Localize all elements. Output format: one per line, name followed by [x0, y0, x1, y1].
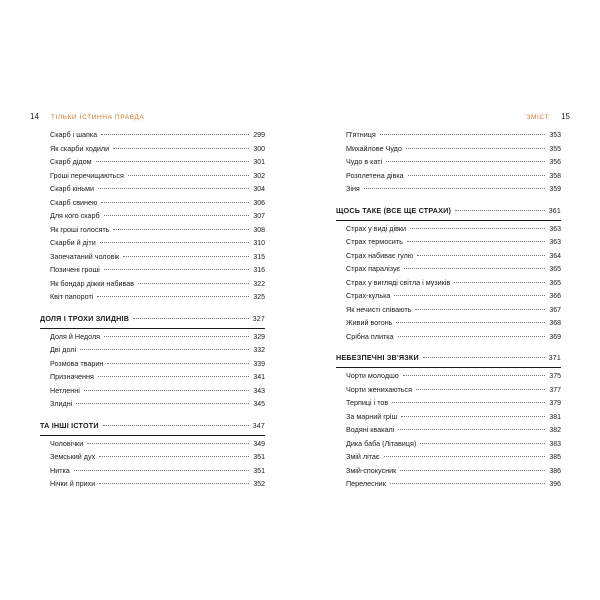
toc-entry-title: Нетленні: [50, 385, 80, 395]
toc-entry-title: Чорти молодшо: [346, 371, 399, 380]
right-running-head: [526, 112, 570, 121]
left-page-number: 14: [30, 112, 39, 121]
toc-section-heading-title: ДОЛЯ І ТРОХИ ЗЛИДНІВ: [40, 313, 130, 323]
toc-section: [40, 421, 265, 493]
toc-entry-page-number: 339: [253, 360, 265, 368]
dot-leader: [396, 322, 545, 323]
toc-entry-title: Земський дух: [50, 452, 96, 461]
toc-entry-title: Нитка: [50, 465, 70, 475]
toc-entry[interactable]: [40, 238, 265, 252]
toc-entry-page-number: 379: [549, 400, 561, 407]
dot-leader: [113, 229, 249, 230]
toc-entry[interactable]: [336, 224, 561, 238]
toc-entry-title: Страх термосить: [346, 237, 403, 246]
toc-entry-title: Змій-спокусник: [346, 465, 397, 475]
toc-entry-page-number: 365: [549, 279, 561, 287]
toc-entry-page-number: 355: [549, 145, 561, 153]
dot-leader: [410, 228, 545, 229]
toc-entry-page-number: 316: [253, 267, 265, 274]
toc-entry[interactable]: [40, 211, 265, 225]
toc-section-heading-title: ТА ІНШІ ІСТОТИ: [40, 420, 99, 430]
dot-leader: [128, 175, 249, 176]
dot-leader: [403, 375, 546, 376]
dot-leader: [455, 210, 545, 211]
dot-leader: [386, 161, 545, 162]
dot-leader: [138, 283, 249, 284]
toc-entry[interactable]: [40, 332, 265, 346]
toc-entry-page-number: 310: [253, 240, 265, 247]
toc-entry-page-number: 386: [549, 467, 561, 475]
toc-entry-page-number: 329: [253, 333, 265, 341]
toc-entry-page-number: 375: [549, 373, 561, 380]
toc-entry[interactable]: [336, 144, 561, 158]
toc-entry-page-number: 304: [253, 186, 265, 193]
toc-entry-title: Водяні квакалі: [346, 425, 395, 434]
toc-entry-title: Нічки й прихи: [50, 479, 96, 488]
dot-leader: [454, 282, 545, 283]
dot-leader: [104, 336, 249, 337]
toc-entry-page-number: 358: [549, 172, 561, 180]
dot-leader: [416, 389, 545, 390]
toc-entry-page-number: 359: [549, 186, 561, 193]
toc-entry-title: Срібна плитка: [346, 331, 394, 341]
dot-leader: [97, 296, 249, 297]
dot-leader: [394, 295, 545, 296]
toc-entry[interactable]: [336, 398, 561, 412]
toc-section-heading[interactable]: [336, 353, 561, 368]
toc-entry[interactable]: [40, 345, 265, 359]
toc-entry[interactable]: [40, 466, 265, 480]
toc-entry-page-number: 365: [549, 266, 561, 273]
toc-entry-title: Перелесник: [346, 479, 386, 488]
toc-entry[interactable]: [40, 399, 265, 413]
toc-entry[interactable]: [336, 251, 561, 265]
toc-entry-page-number: 301: [253, 159, 265, 166]
dot-leader: [104, 215, 250, 216]
toc-section-heading-page-number: 347: [252, 422, 265, 430]
dot-leader: [101, 202, 249, 203]
toc-entry-title: Живий вогонь: [346, 318, 393, 327]
dot-leader: [398, 336, 546, 337]
toc-entry-page-number: 315: [253, 253, 265, 261]
dot-leader: [98, 376, 249, 377]
dot-leader: [84, 390, 250, 391]
toc-entry[interactable]: [336, 171, 561, 185]
dot-leader: [104, 269, 250, 270]
toc-entry-title: Змій літає: [346, 452, 380, 461]
right-page-number: 15: [561, 112, 570, 121]
dot-leader: [401, 416, 545, 417]
toc-section-heading[interactable]: [336, 206, 561, 221]
toc-entry-title: Дика баба (Літавиця): [346, 438, 417, 448]
toc-entry-title: Скарб свинею: [50, 197, 98, 207]
toc-section: [40, 314, 265, 413]
dot-leader: [99, 483, 249, 484]
toc-entry-title: Призначення: [50, 372, 94, 381]
toc-entry-page-number: 363: [549, 239, 561, 246]
toc-entry-title: Скарб дідом: [50, 157, 92, 166]
toc-entry[interactable]: [336, 157, 561, 171]
toc-entry-page-number: 341: [253, 374, 265, 381]
toc-entry-page-number: 325: [253, 294, 265, 301]
toc-entry[interactable]: [336, 371, 561, 385]
toc-entry[interactable]: [40, 225, 265, 239]
dot-leader: [96, 161, 250, 162]
left-toc-column: [40, 130, 265, 493]
dot-leader: [101, 134, 249, 135]
toc-entry-page-number: 352: [253, 481, 265, 488]
toc-entry-title: Як бондар діжки набивав: [50, 278, 135, 288]
toc-entry-page-number: 351: [253, 454, 265, 461]
toc-entry-title: Скарби й діти: [50, 238, 96, 247]
toc-entry[interactable]: [336, 479, 561, 493]
toc-entry[interactable]: [336, 412, 561, 426]
toc-entry-title: За марний гріш: [346, 411, 398, 421]
toc-entry[interactable]: [40, 372, 265, 386]
toc-entry-page-number: 396: [549, 481, 561, 488]
toc-entry-title: Розмова тварин: [50, 358, 104, 368]
toc-entry-title: Страх у виді дівки: [346, 223, 407, 233]
dot-leader: [407, 241, 545, 242]
toc-entry-title: Страх-кулька: [346, 291, 391, 300]
toc-entry-page-number: 353: [549, 132, 561, 139]
dot-leader: [98, 188, 249, 189]
toc-entry-page-number: 345: [253, 401, 265, 408]
dot-leader: [99, 456, 249, 457]
toc-entry[interactable]: [40, 359, 265, 373]
toc-entry-title: Як скарби ходили: [50, 143, 110, 153]
toc-entry-page-number: 367: [549, 306, 561, 314]
toc-entry[interactable]: [40, 279, 265, 293]
toc-entry-page-number: 302: [253, 172, 265, 180]
dot-leader: [123, 256, 249, 257]
toc-entry-page-number: 385: [549, 454, 561, 461]
right-running-title: ЗМІСТ: [526, 114, 550, 121]
dot-leader: [390, 483, 545, 484]
toc-entry-page-number: 382: [549, 427, 561, 434]
toc-entry[interactable]: [40, 452, 265, 466]
toc-entry[interactable]: [40, 157, 265, 171]
dot-leader: [74, 470, 250, 471]
toc-entry-title: Запечатаний чоловік: [50, 251, 120, 261]
toc-entry-title: Розплетена дівка: [346, 170, 404, 180]
toc-entry-title: Страх набиває гулю: [346, 250, 414, 260]
toc-entry[interactable]: [336, 278, 561, 292]
dot-leader: [76, 403, 249, 404]
toc-entry-title: Михайлове Чудо: [346, 143, 402, 153]
toc-entry-page-number: 322: [253, 280, 265, 288]
toc-section-heading-page-number: 361: [548, 207, 561, 215]
dot-leader: [103, 425, 249, 426]
toc-entry-page-number: 332: [253, 347, 265, 354]
left-running-head: [30, 112, 144, 121]
dot-leader: [415, 309, 545, 310]
toc-section-heading-page-number: 371: [548, 355, 561, 362]
toc-entry-page-number: 308: [253, 226, 265, 234]
dot-leader: [384, 456, 546, 457]
dot-leader: [107, 363, 249, 364]
dot-leader: [398, 429, 545, 430]
toc-entry-title: Дві долі: [50, 345, 77, 354]
toc-entry[interactable]: [336, 264, 561, 278]
toc-entry-page-number: 343: [253, 387, 265, 395]
dot-leader: [420, 443, 545, 444]
toc-entry-title: Гроші перечищаються: [50, 170, 124, 180]
toc-section-heading[interactable]: [40, 421, 265, 436]
dot-leader: [364, 188, 546, 189]
toc-entry[interactable]: [40, 439, 265, 453]
toc-entry-title: Для кого скарб: [50, 211, 100, 220]
toc-entry[interactable]: [40, 252, 265, 266]
toc-section: [336, 206, 561, 346]
toc-entry-page-number: 383: [549, 440, 561, 448]
toc-entry[interactable]: [40, 198, 265, 212]
toc-entry-title: Чорти женихаються: [346, 384, 412, 394]
toc-section-heading-title: ЩОСЬ ТАКЕ (ВСЕ ЩЕ СТРАХИ): [336, 205, 452, 215]
toc-entry-page-number: 377: [549, 386, 561, 394]
toc-entry[interactable]: [40, 144, 265, 158]
toc-entry-title: Терпиці і тов: [346, 398, 389, 407]
toc-entry-page-number: 300: [253, 145, 265, 153]
toc-entry-title: Чудо в каті: [346, 157, 383, 166]
toc-entry-page-number: 307: [253, 213, 265, 220]
toc-entry[interactable]: [336, 466, 561, 480]
toc-entry-title: Страх у вигляді світла і музиків: [346, 277, 451, 287]
toc-entry[interactable]: [40, 479, 265, 493]
toc-entry-title: Доля й Недоля: [50, 331, 101, 341]
toc-entry-page-number: 381: [549, 413, 561, 421]
toc-entry[interactable]: [40, 292, 265, 306]
toc-entry[interactable]: [40, 386, 265, 400]
toc-entry[interactable]: [40, 265, 265, 279]
dot-leader: [380, 134, 546, 135]
toc-entry[interactable]: [40, 184, 265, 198]
dot-leader: [392, 402, 545, 403]
toc-entry-title: Злидні: [50, 399, 73, 408]
toc-entry-title: Зіня: [346, 184, 360, 193]
toc-entry-page-number: 349: [253, 440, 265, 448]
dot-leader: [80, 349, 249, 350]
toc-entry[interactable]: [336, 305, 561, 319]
toc-section-heading-title: НЕБЕЗПЕЧНІ ЗВ'ЯЗКИ: [336, 353, 419, 362]
dot-leader: [408, 175, 546, 176]
toc-entry[interactable]: [336, 318, 561, 332]
toc-entry-title: Скарб кіньми: [50, 184, 95, 193]
toc-entry[interactable]: [336, 439, 561, 453]
toc-entry-page-number: 366: [549, 293, 561, 300]
dot-leader: [404, 268, 545, 269]
toc-entry-page-number: 368: [549, 320, 561, 327]
toc-entry[interactable]: [336, 332, 561, 346]
dot-leader: [133, 318, 249, 319]
toc-entry[interactable]: [336, 291, 561, 305]
toc-entry-title: Чоловічки: [50, 438, 84, 448]
toc-entry[interactable]: [336, 385, 561, 399]
toc-entry-page-number: 299: [253, 132, 265, 139]
dot-leader: [417, 255, 545, 256]
toc-entry-title: Скарб і шапка: [50, 130, 98, 139]
dot-leader: [423, 357, 545, 358]
dot-leader: [400, 470, 545, 471]
right-toc-column: [336, 130, 561, 493]
dot-leader: [113, 148, 249, 149]
toc-entry[interactable]: [336, 130, 561, 144]
toc-entry-page-number: 364: [549, 252, 561, 260]
toc-entry[interactable]: [336, 237, 561, 251]
dot-leader: [100, 242, 250, 243]
toc-entry-page-number: 306: [253, 199, 265, 207]
toc-entry-title: Як гроші голосять: [50, 224, 110, 234]
toc-entry-page-number: 351: [253, 467, 265, 475]
toc-entry-title: Страх паралізує: [346, 264, 401, 273]
toc-entry-title: Позичені гроші: [50, 265, 100, 274]
dot-leader: [406, 148, 545, 149]
toc-entry-page-number: 369: [549, 333, 561, 341]
toc-entry[interactable]: [336, 184, 561, 198]
toc-entry[interactable]: [40, 130, 265, 144]
toc-entry[interactable]: [40, 171, 265, 185]
left-running-title: ТІЛЬКИ ІСТИННА ПРАВДА: [50, 114, 145, 121]
toc-entry-page-number: 363: [549, 225, 561, 233]
toc-entry[interactable]: [336, 452, 561, 466]
toc-entry-page-number: 356: [549, 159, 561, 166]
dot-leader: [87, 443, 249, 444]
toc-entry[interactable]: [336, 425, 561, 439]
toc-section-heading-page-number: 327: [252, 315, 265, 323]
toc-entry-title: Як нечисті співають: [346, 304, 412, 314]
toc-entry-title: П'ятниця: [346, 130, 376, 139]
toc-entry-title: Квіт папороті: [50, 292, 94, 301]
toc-section-heading[interactable]: [40, 314, 265, 329]
toc-section: [336, 353, 561, 493]
